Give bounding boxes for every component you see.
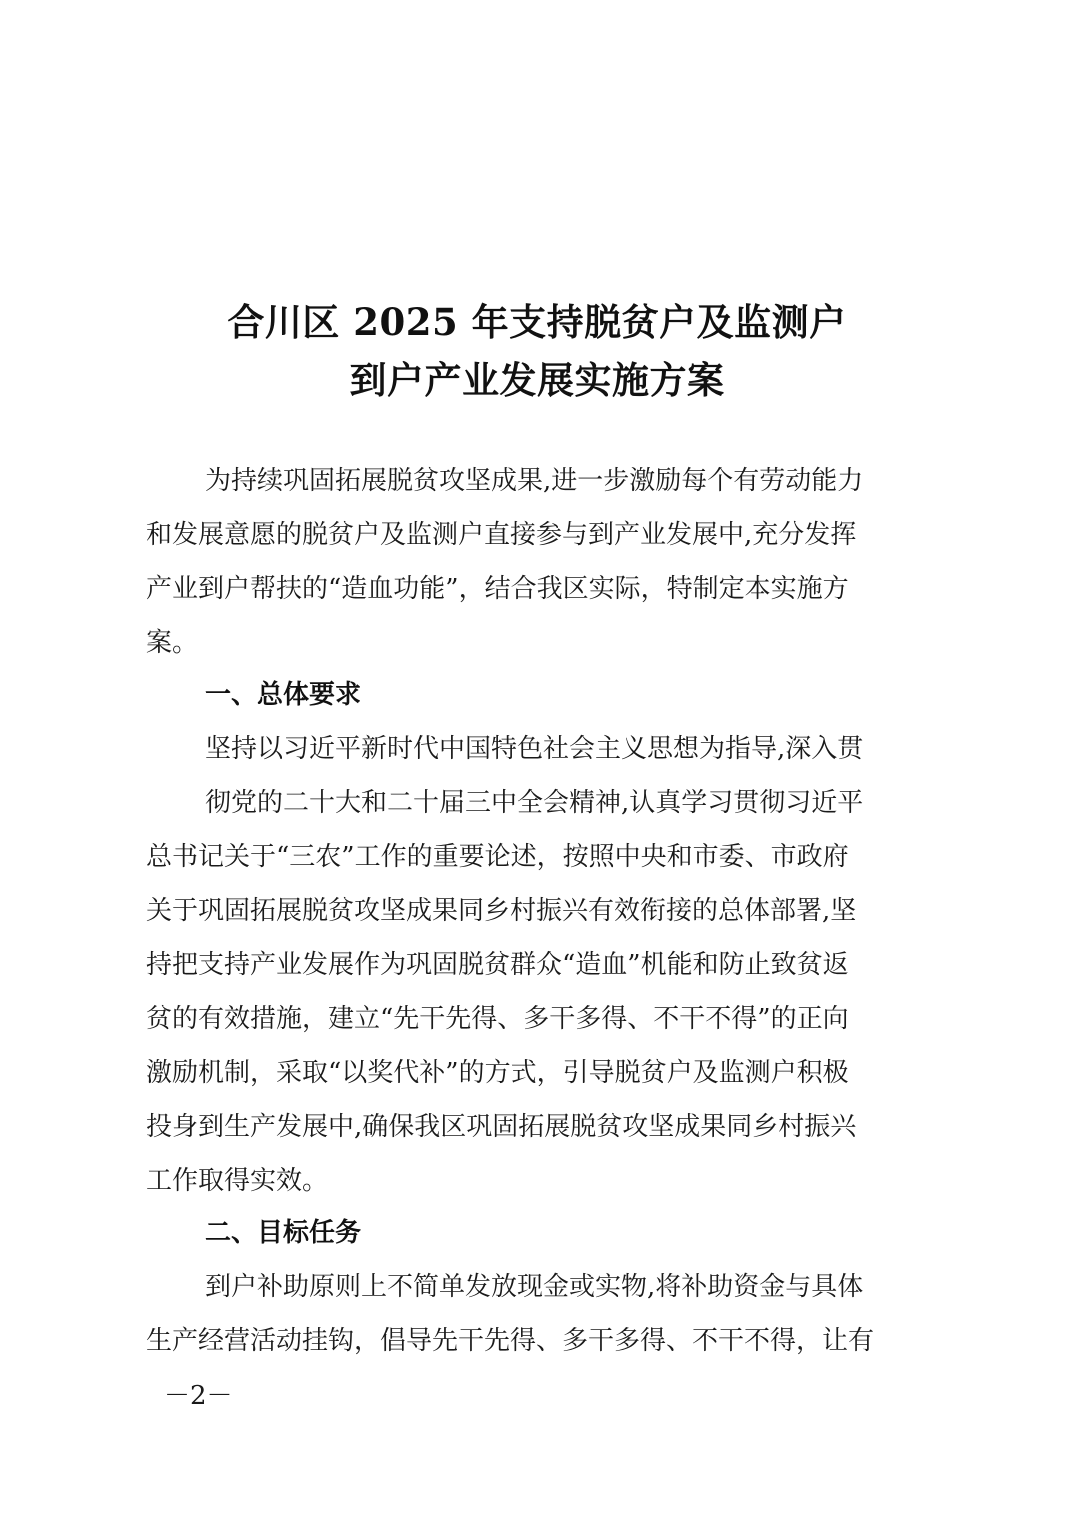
- section1-line-4: 关于巩固拓展脱贫攻坚成果同乡村振兴有效衔接的总体部署,坚: [146, 896, 857, 926]
- intro-line-1: 为持续巩固拓展脱贫攻坚成果,进一步激励每个有劳动能力: [205, 466, 864, 496]
- section-heading-general-requirements: 一、总体要求: [205, 680, 362, 710]
- section1-line-9: 工作取得实效。: [146, 1166, 329, 1196]
- section1-line-7: 激励机制，采取“以奖代补”的方式，引导脱贫户及监测户积极: [146, 1058, 849, 1088]
- page-number: －2－: [164, 1381, 233, 1411]
- section-heading-objectives: 二、目标任务: [205, 1218, 362, 1248]
- section1-line-8: 投身到生产发展中,确保我区巩固拓展脱贫攻坚成果同乡村振兴: [146, 1112, 857, 1142]
- intro-line-2: 和发展意愿的脱贫户及监测户直接参与到产业发展中,充分发挥: [146, 520, 857, 550]
- section1-line-3: 总书记关于“三农”工作的重要论述，按照中央和市委、市政府: [146, 842, 849, 872]
- section1-line-5: 持把支持产业发展作为巩固脱贫群众“造血”机能和防止致贫返: [146, 950, 849, 980]
- document-title-line-1: 合川区 2025 年支持脱贫户及监测户: [227, 300, 847, 344]
- document-title-line-2: 到户产业发展实施方案: [349, 358, 725, 402]
- intro-line-4: 案。: [146, 628, 199, 658]
- section1-line-6: 贫的有效措施，建立“先干先得、多干多得、不干不得”的正向: [146, 1004, 849, 1034]
- section1-line-1: 坚持以习近平新时代中国特色社会主义思想为指导,深入贯: [205, 734, 864, 764]
- intro-line-3: 产业到户帮扶的“造血功能”，结合我区实际，特制定本实施方: [146, 574, 849, 604]
- section2-line-1: 到户补助原则上不简单发放现金或实物,将补助资金与具体: [205, 1272, 864, 1302]
- section1-line-2: 彻党的二十大和二十届三中全会精神,认真学习贯彻习近平: [205, 788, 864, 818]
- section2-line-2: 生产经营活动挂钩，倡导先干先得、多干多得、不干不得，让有: [146, 1326, 875, 1356]
